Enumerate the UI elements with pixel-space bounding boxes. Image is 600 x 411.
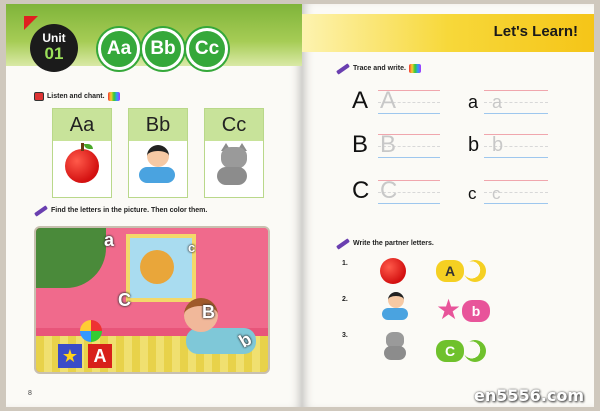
trace-ghost-lower: c xyxy=(492,184,501,203)
moon-shape-icon[interactable] xyxy=(464,260,486,282)
page-title: Let's Learn! xyxy=(493,23,578,40)
apple-icon xyxy=(65,149,99,183)
audio-track-icon xyxy=(108,92,120,101)
card-bb xyxy=(128,108,188,198)
scene-letter: C xyxy=(118,290,131,310)
cat-head xyxy=(221,147,247,169)
trace-lower-letter: a xyxy=(468,92,479,112)
apple-icon xyxy=(380,258,406,284)
unit-number: 01 xyxy=(44,44,64,63)
listen-instruction xyxy=(34,92,120,101)
moon-shape-icon[interactable] xyxy=(464,340,486,362)
find-letters-scene xyxy=(34,226,270,374)
trace-label: Trace and write. xyxy=(353,65,406,72)
baby-body xyxy=(139,167,175,183)
scene-cat xyxy=(140,250,174,284)
scene-letter-block: A xyxy=(88,344,112,368)
card-cc xyxy=(204,108,264,198)
card-aa xyxy=(52,108,112,198)
letter-bubble-bb: Bb xyxy=(142,28,184,70)
apple-picture xyxy=(53,141,111,197)
trace-ghost-upper: B xyxy=(380,131,397,158)
find-instruction xyxy=(34,207,207,214)
textbook-spread xyxy=(6,4,594,407)
page-number: 8 xyxy=(28,390,32,397)
scene-letter: a xyxy=(104,230,115,250)
baby-body xyxy=(382,308,408,320)
apple-leaf xyxy=(84,144,93,149)
cat-body xyxy=(217,167,247,185)
item-baby-picture xyxy=(380,292,410,326)
baby-head xyxy=(147,145,169,167)
star-shape-icon[interactable]: ★ xyxy=(436,294,462,325)
trace-ghost-lower: b xyxy=(492,134,504,156)
card-label: Bb xyxy=(129,109,187,141)
trace-ghost-lower: a xyxy=(492,92,503,112)
trace-lower-letter: b xyxy=(468,134,480,156)
partner-label: Write the partner letters. xyxy=(353,240,434,247)
partner-shape: A xyxy=(436,260,464,282)
item-cat-picture xyxy=(380,330,410,364)
corner-tab xyxy=(24,16,38,30)
partner-instruction xyxy=(336,240,434,247)
listen-label: Listen and chant. xyxy=(47,93,105,100)
card-label: Aa xyxy=(53,109,111,141)
find-label: Find the letters in the picture. Then color them. xyxy=(51,207,208,214)
pencil-icon xyxy=(336,63,350,74)
trace-upper-letter: C xyxy=(352,177,370,204)
partner-shape: b xyxy=(462,300,490,322)
pencil-icon xyxy=(336,238,350,249)
trace-ghost-upper: A xyxy=(380,87,397,114)
unit-word: Unit xyxy=(42,31,66,45)
unit-badge xyxy=(30,24,78,72)
trace-upper-letter: B xyxy=(352,131,369,158)
cat-body xyxy=(384,346,406,360)
item-number: 2. xyxy=(342,296,348,303)
star-block-icon: ★ xyxy=(58,344,82,368)
trace-ghost-upper: C xyxy=(380,177,398,204)
right-page xyxy=(302,4,594,407)
item-number: 3. xyxy=(342,332,348,339)
scene-ball xyxy=(80,320,102,342)
item-apple-picture xyxy=(378,254,408,284)
baby-head xyxy=(388,292,404,308)
item-number: 1. xyxy=(342,260,348,267)
letter-bubble-aa: Aa xyxy=(98,28,140,70)
pencil-icon xyxy=(34,205,48,216)
scene-letter: c xyxy=(188,240,196,255)
trace-upper-letter: A xyxy=(352,87,369,114)
right-header-band xyxy=(302,14,594,52)
trace-instruction xyxy=(336,64,421,73)
watermark: en5556.com xyxy=(474,386,584,405)
trace-lower-letter: c xyxy=(468,184,477,203)
scene-letter: B xyxy=(202,302,215,322)
baby-picture xyxy=(129,141,187,197)
audio-track-icon xyxy=(409,64,421,73)
card-label: Cc xyxy=(205,109,263,141)
left-page xyxy=(6,4,302,407)
letter-bubble-cc: Cc xyxy=(186,28,228,70)
scene-letter: b xyxy=(235,328,256,352)
partner-shape: C xyxy=(436,340,464,362)
drum-icon xyxy=(34,92,44,101)
cat-picture xyxy=(205,141,263,197)
